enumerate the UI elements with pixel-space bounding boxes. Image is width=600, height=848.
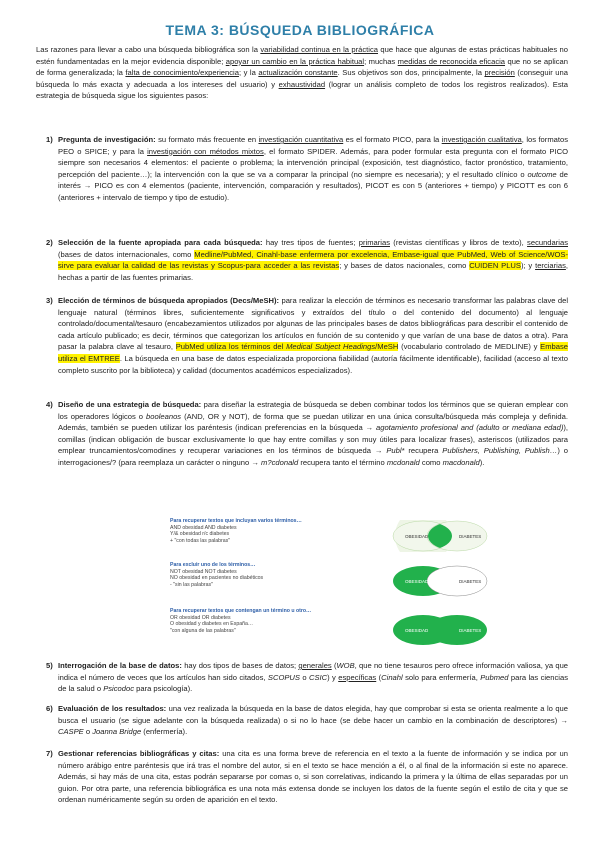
svg-text:DIABETES: DIABETES — [459, 628, 482, 633]
item-text: Elección de términos de búsqueda apropiados (Decs/MeSH): para realizar la elección de términos es necesario transformar las palabras clave del lenguaje natural (términos libres, suficientemente significativos y extraídos del título o del contenido del documento) al lenguaje controlado/documental/tesauro (encabezamientos utilizados por algunas de las principales bases de datos bibliográficas para describir el contenido de cada artículo publicado; es decir, términos que categorizan los artículos en función de su contenido y que varían de una base de datos a otra). Para pasar la palabra clave al tesauro, PubMed utiliza los términos del Medical Subject Headings/MeSH (vocabulario controlado de MEDLINE) y Embase utiliza el EMTREE. La búsqueda en una base de datos especializada proporciona fiabilidad (autoría fácilmente identificable), facilidad (acceso al texto completo suscrito por la biblioteca) y calidad (documentos académicos especializados). — [58, 296, 569, 375]
item-number: 3) — [46, 296, 53, 305]
and-operator-block: Para recuperar textos que incluyan varios términos… AND obesidad AND diabetes Y/& obesidad r/c diabetes + "con todas las palabras" — [170, 518, 302, 544]
list-item — [36, 660, 568, 695]
item-heading: Evaluación de los resultados: — [58, 704, 167, 713]
list-item — [36, 134, 568, 204]
svg-text:DIABETES: DIABETES — [459, 579, 482, 584]
item-number: 5) — [46, 661, 53, 670]
item-number: 4) — [46, 400, 53, 409]
item-text: Gestionar referencias bibliográficas y citas: una cita es una forma breve de referencia en el texto a la fuente de información y se indica por un número arábigo entre paréntesis que irá tras el nombre del autor, si en el texto se hace mención a él, o al final de la información si este no aparece. Además, si hay más de una cita, estas podrán separarse por comas o, si son correlativas, indicando la primera y la última de ellas separadas por un guion. Por otra parte, una referencia bibliográfica es una nota más extensa donde se incluyen los datos de la fuente según el estilo de cita y que se ordenan numéricamente según su orden de aparición en el texto. — [58, 749, 568, 805]
list-item — [36, 399, 568, 469]
item-text: Pregunta de investigación: su formato más frecuente en investigación cuantitativa es el formato PICO, para la investigación cualitativa, los formatos PEO o SPICE; y para la investigación con métodos mixtos, el formato SPIDER. Además, para poder formular esta pregunta con el formato PICO siempre son necesarios 4 elementos: el paciente o problema; la intervención principal (exposición, test diagnóstico, factor pronóstico, tratamiento, percepción del paciente…); la intervención con la que se va a comparar la principal (no siempre es necesaria); y el resultado clínico o outcome de interés → PICO es con 4 elementos (paciente, intervención, comparación y resultados), PICOT es con 5 (anteriores + tiempo) y PICOTT es con 6 (anteriores + intervalo de tiempo y tipo de estudio). — [58, 135, 568, 202]
item-heading: Selección de la fuente apropiada para cada búsqueda: — [58, 238, 263, 247]
svg-text:DIABETES: DIABETES — [459, 534, 482, 539]
list-item — [36, 703, 568, 738]
list-item — [36, 237, 568, 283]
list-item — [36, 295, 568, 376]
item-text: Evaluación de los resultados: una vez realizada la búsqueda en la base de datos elegida, hay que comprobar si esta se orienta realmente a lo que busca el usuario (se sigue adelante con la búsqueda realizada) o si no lo hace (se debe hacer un cambio en la combinación de descriptores) → CASPE o Joanna Bridge (enfermería). — [58, 704, 568, 737]
item-number: 6) — [46, 704, 53, 713]
not-operator-block: Para excluir uno de los términos… NOT obesidad NOT diabetes NO obesidad en pacientes no diabéticos - "sin las palabras" — [170, 562, 264, 588]
item-text: Diseño de una estrategia de búsqueda: para diseñar la estrategia de búsqueda se deben combinar todos los términos que se quieran emplear con los operadores lógicos o booleanos (AND, OR y NOT), de forma que se puedan utilizar en una única consulta/búsqueda más compleja y definida. Además, también se pueden utilizar los paréntesis (indican preferencias en la búsqueda → agotamiento profesional and (adulto or mediana edad)), comillas (indican obligación de buscar exclusivamente lo que hay entre comillas y son muy útiles para localizar frases), asteriscos (utilizados para emplear truncamientos/comodines y recuperar variaciones en los términos de búsqueda → Publ* recupera Publishers, Publishing, Publish…) o interrogaciones/? (para reemplaza un carácter o ninguno → m?cdonald recupera tanto el término mcdonald como macdonald). — [58, 400, 569, 467]
item-text: Selección de la fuente apropiada para cada búsqueda: hay tres tipos de fuentes; primarias (revistas científicas y libros de texto), secundarias (bases de datos internacionales, como Medline/PubMed, Cinahl-base enfermera por excelencia, Embase-igual que PubMed, Web of Science/WOS-sirve para evaluar la calidad de las revistas y Scopus-para acceder a las revistas; y bases de datos nacionales, como CUIDEN PLUS); y terciarias, hechas a partir de las fuentes primarias. — [58, 238, 569, 282]
item-heading: Interrogación de la base de datos: — [58, 661, 182, 670]
item-number: 7) — [46, 749, 53, 758]
item-text: Interrogación de la base de datos: hay dos tipos de bases de datos; generales (WOB, que no tiene tesauros pero ofrece información valiosa, ya que indica el número de veces que los artículos han sido citados, SCOPUS o CSIC) y específicas (Cinahl solo para enfermería, Pubmed para las ciencias de la salud o Psicodoc para psicología). — [58, 661, 569, 694]
and-venn-diagram — [375, 520, 505, 552]
not-venn-diagram — [375, 565, 505, 597]
or-venn-diagram — [375, 614, 505, 646]
item-number: 1) — [46, 135, 53, 144]
item-heading: Gestionar referencias bibliográficas y citas: — [58, 749, 220, 758]
svg-text:OBESIDAD: OBESIDAD — [405, 534, 429, 539]
item-heading: Pregunta de investigación: — [58, 135, 156, 144]
page-title: TEMA 3: BÚSQUEDA BIBLIOGRÁFICA — [165, 22, 435, 38]
item-heading: Elección de términos de búsqueda apropiados (Decs/MeSH): — [58, 296, 280, 305]
item-number: 2) — [46, 238, 53, 247]
or-operator-block: Para recuperar textos que contengan un término u otro… OR obesidad OR diabetes O obesidad y diabetes en España… "con alguna de las palabras" — [170, 608, 312, 634]
svg-text:OBESIDAD: OBESIDAD — [405, 628, 429, 633]
list-item — [36, 748, 568, 806]
intro-paragraph: Las razones para llevar a cabo una búsqueda bibliográfica son la variabilidad continua en la práctica que hace que algunas de estas prácticas habituales no estén fundamentadas en la mejor evidencia disponible; apoyar un cambio en la práctica habitual; muchas medidas de reconocida eficacia que no se aplican de forma generalizada; la falta de conocimiento/experiencia; y la actualización constante. Sus objetivos son dos, principalmente, la precisión (conseguir una búsqueda lo más exacta y adecuada a los intereses del usuario) y exhaustividad (lograr un análisis completo de todos los registros realizados). Esta estrategia de búsqueda sigue los siguientes pasos: — [36, 45, 569, 101]
boolean-operators-figure — [170, 518, 520, 648]
item-heading: Diseño de una estrategia de búsqueda: — [58, 400, 202, 409]
svg-text:OBESIDAD: OBESIDAD — [405, 579, 429, 584]
